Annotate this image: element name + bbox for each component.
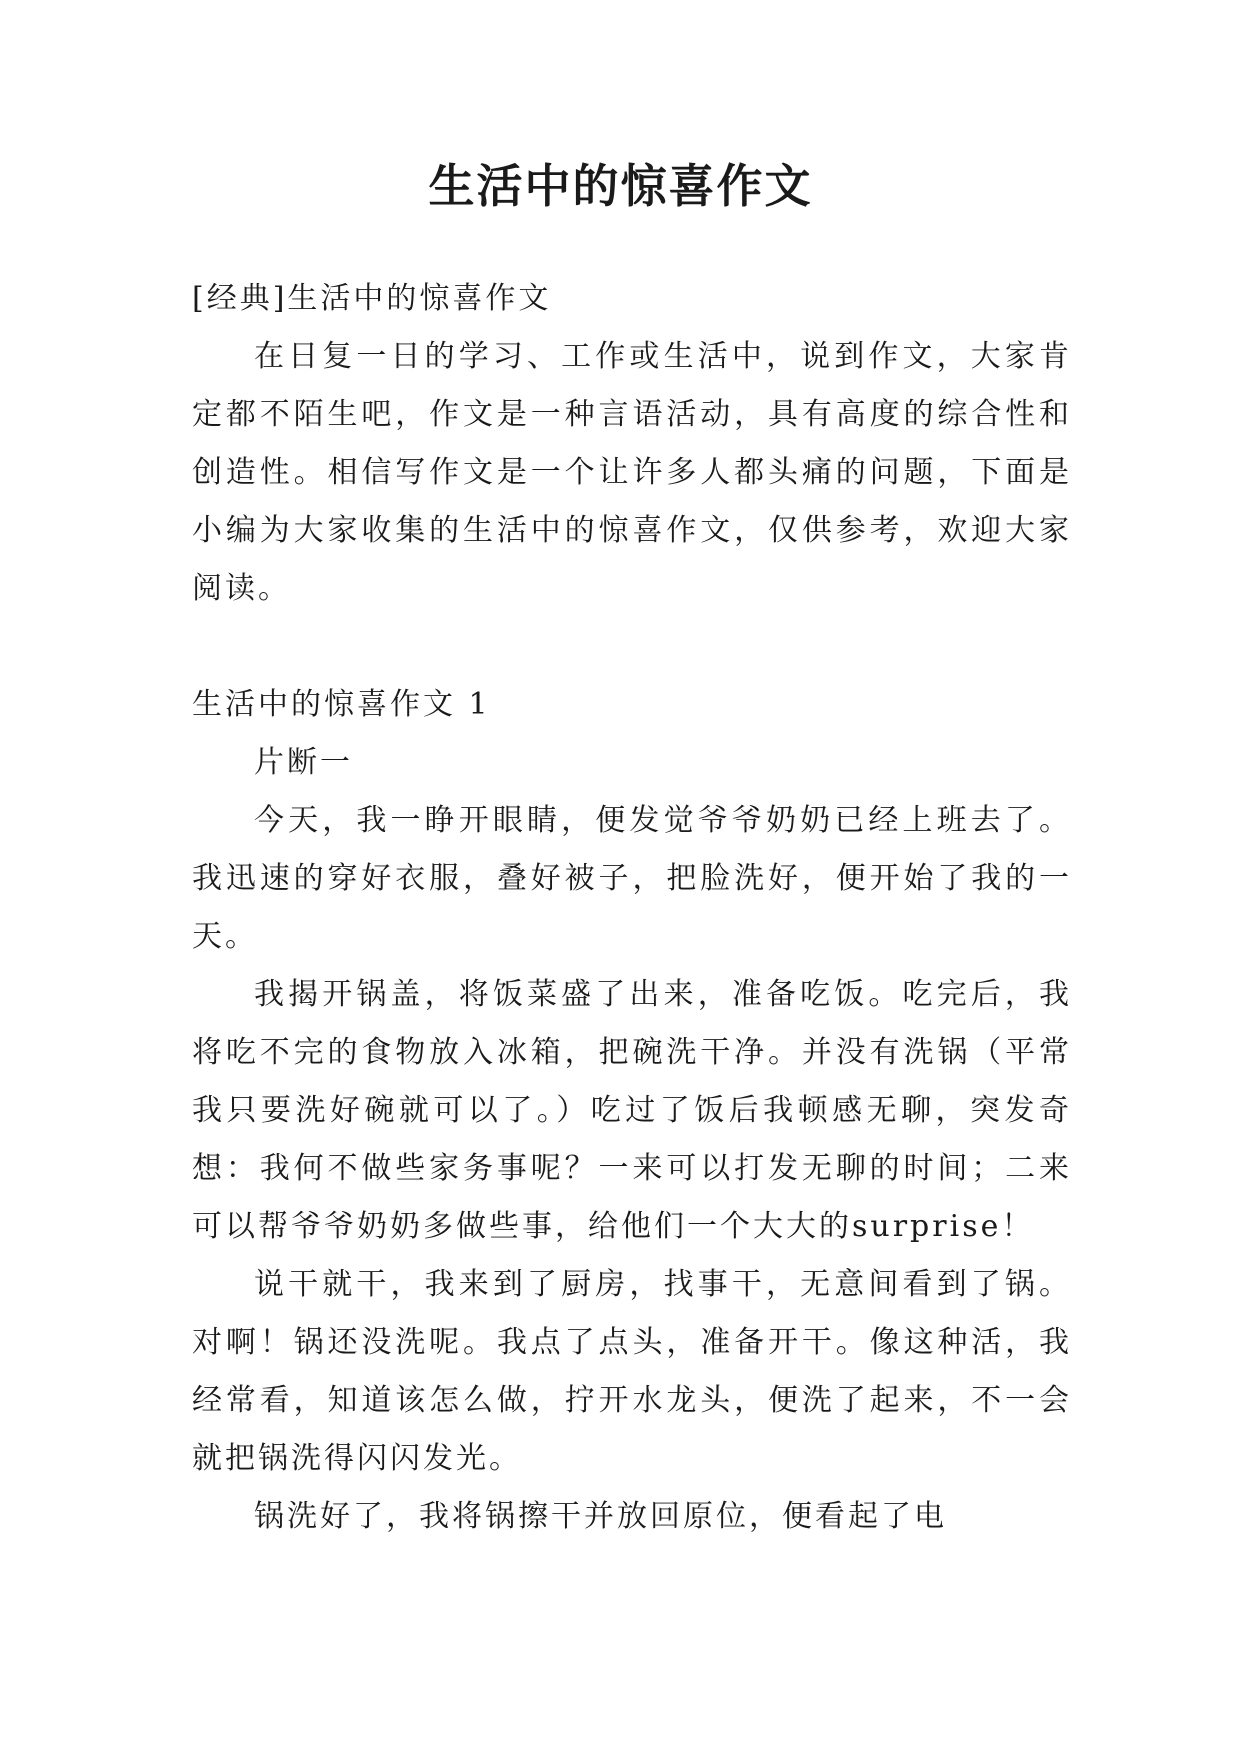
subtitle-line: [经典]生活中的惊喜作文 xyxy=(192,281,552,316)
fragment-label: 片断一 xyxy=(254,745,353,780)
document-title: 生活中的惊喜作文 xyxy=(428,159,813,213)
section-gap xyxy=(192,618,1072,676)
body-paragraph-3: 说干就干，我来到了厨房，找事干，无意间看到了锅。对啊！锅还没洗呢。我点了点头，准备开干。像这种活，我经常看，知道该怎么做，拧开水龙头，便洗了起来，不一会就把锅洗得闪闪发光。 xyxy=(192,1267,1072,1476)
section-heading: 生活中的惊喜作文 1 xyxy=(192,687,491,722)
body-paragraph-2: 我揭开锅盖，将饭菜盛了出来，准备吃饭。吃完后，我将吃不完的食物放入冰箱，把碗洗干净。并没有洗锅（平常我只要洗好碗就可以了。）吃过了饭后我顿感无聊，突发奇想：我何不做些家务事呢？一来可以打发无聊的时间；二来可以帮爷爷奶奶多做些事，给他们一个大大的surprise！ xyxy=(192,977,1072,1244)
document-body xyxy=(192,270,1072,1546)
intro-paragraph: 在日复一日的学习、工作或生活中，说到作文，大家肯定都不陌生吧，作文是一种言语活动，具有高度的综合性和创造性。相信写作文是一个让许多人都头痛的问题，下面是小编为大家收集的生活中的惊喜作文，仅供参考，欢迎大家阅读。 xyxy=(192,339,1072,606)
body-paragraph-4: 锅洗好了，我将锅擦干并放回原位，便看起了电 xyxy=(254,1499,947,1534)
body-paragraph-1: 今天，我一睁开眼睛，便发觉爷爷奶奶已经上班去了。我迅速的穿好衣服，叠好被子，把脸洗好，便开始了我的一天。 xyxy=(192,803,1072,954)
